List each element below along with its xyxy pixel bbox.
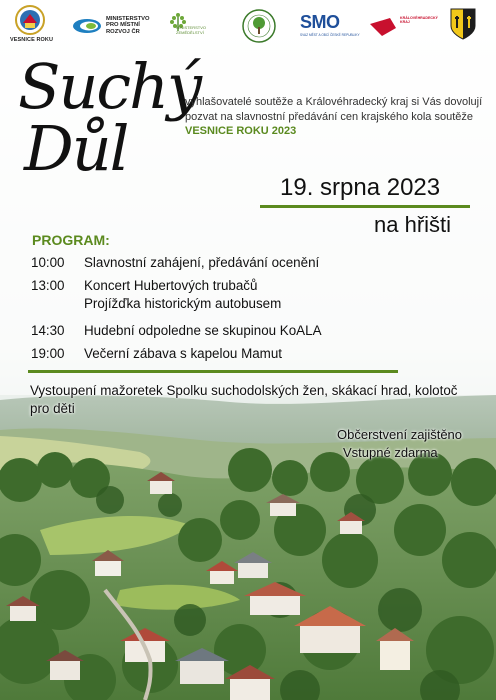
program-time: 19:00 (31, 346, 65, 361)
vesnice-roku-logo (14, 4, 46, 36)
vesnice-roku-caption: VESNICE ROKU (10, 37, 54, 43)
event-date: 19. srpna 2023 (280, 174, 441, 201)
title-line-1: Suchý (18, 50, 201, 123)
partner-logos-bar (0, 0, 496, 50)
kraj-line-2: KRAJ (400, 20, 410, 24)
competition-name: VESNICE ROKU 2023 (185, 125, 297, 138)
mmr-line-1: MINISTERSTVO (106, 16, 150, 22)
mmr-line-2: PRO MÍSTNÍ (106, 22, 140, 29)
mze-caption: MINISTERSTVO ZEMĚDĚLSTVÍ (176, 25, 207, 35)
refreshments-note: Občerstvení zajištěno (337, 427, 463, 442)
program-time: 14:30 (31, 323, 65, 338)
mmr-emblem-icon (72, 18, 102, 34)
mmr-line-3: ROZVOJ ČR (106, 28, 140, 35)
date-underline (260, 205, 470, 208)
mmr-logo (72, 16, 149, 35)
event-place: na hřišti (374, 212, 452, 237)
program-description: Slavnostní zahájení, předávání ocenění (84, 255, 320, 270)
vesnice-roku-emblem-icon (14, 4, 46, 36)
extra-activities: Vystoupení mažoretek Spolku suchodolských žen, skákací hrad, kolotoč pro děti (30, 383, 458, 416)
program-description-line-2: Projížďka historickým autobusem (84, 296, 282, 311)
invitation-text (185, 95, 485, 139)
program-time: 10:00 (31, 255, 65, 270)
program-description: Večerní zábava s kapelou Mamut (84, 346, 282, 361)
kralovehradecky-kraj-logo (368, 14, 438, 38)
smo-subtitle: SVAZ MĚST A OBCÍ ČESKÉ REPUBLIKY (300, 33, 360, 37)
spolek-tree-emblem-icon (241, 8, 277, 44)
program-description: Hudební odpoledne se skupinou KoALA (84, 323, 322, 338)
program-heading: PROGRAM: (32, 232, 110, 248)
spolek-obnova-venkova-logo (241, 8, 277, 44)
invitation-body: vyhlašovatelé soutěže a Královéhradecký kraj si Vás dovolují pozvat na slavnostní předávání cen krajského kola soutěže (185, 96, 483, 123)
title-line-2: Důl (24, 112, 128, 185)
kraj-chevron-icon (368, 14, 398, 38)
coat-of-arms-shield-icon (450, 8, 476, 40)
program-divider (28, 370, 398, 373)
entry-note: Vstupné zdarma (343, 445, 438, 460)
coat-of-arms-logo (450, 8, 476, 40)
mze-logo (168, 12, 226, 35)
smo-wordmark: SMO (300, 12, 340, 32)
program-description: Koncert Hubertových trubačů (84, 278, 258, 293)
program-time: 13:00 (31, 278, 65, 293)
kraj-line-1: KRÁLOVÉHRADECKÝ (400, 15, 438, 20)
smo-logo (300, 12, 360, 37)
